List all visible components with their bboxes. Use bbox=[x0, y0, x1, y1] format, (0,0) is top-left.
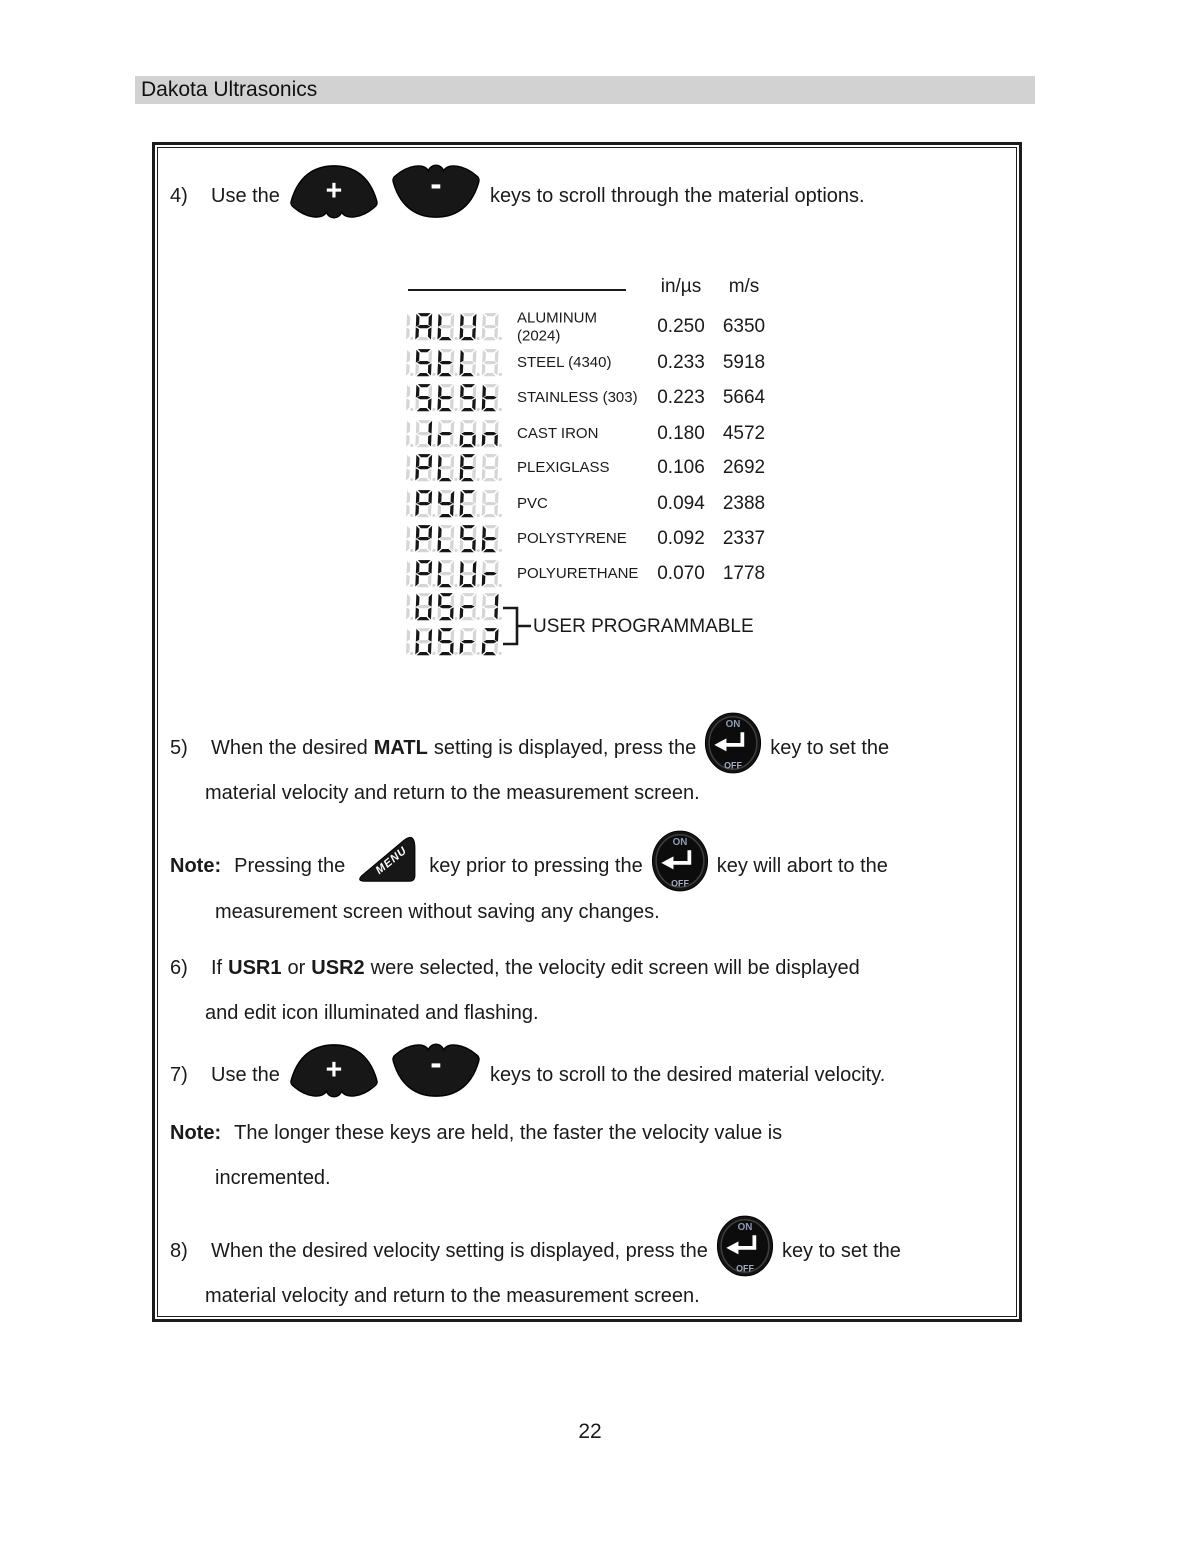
velocity-in-us: 0.223 bbox=[657, 387, 705, 408]
step-6-bold-usr1: USR1 bbox=[228, 956, 282, 979]
table-rule bbox=[408, 289, 626, 291]
material-row bbox=[405, 487, 790, 521]
step-7-number: 7) bbox=[170, 1063, 188, 1086]
material-row bbox=[405, 451, 790, 485]
velocity-in-us: 0.233 bbox=[657, 352, 705, 373]
velocity-m-s: 5664 bbox=[722, 387, 766, 408]
on-label: ON bbox=[672, 837, 688, 849]
minus-key-icon bbox=[390, 1042, 482, 1099]
step-8-text-post: key to set the bbox=[781, 1239, 901, 1262]
material-name: PLEXIGLASS bbox=[517, 459, 610, 477]
velocity-in-us: 0.070 bbox=[657, 563, 705, 584]
on-label: ON bbox=[725, 719, 741, 731]
note-1-text-seg3: key will abort to the bbox=[716, 854, 888, 877]
lcd-display bbox=[405, 349, 505, 382]
velocity-m-s: 2337 bbox=[722, 528, 766, 549]
page-number: 22 bbox=[578, 1420, 602, 1443]
material-name: STEEL (4340) bbox=[517, 354, 612, 372]
note-1-text-seg2: key prior to pressing the bbox=[429, 854, 643, 877]
note-2 bbox=[170, 1119, 788, 1147]
note-2-text-line1: The longer these keys are held, the faster the velocity value is bbox=[234, 1121, 783, 1144]
column-header-m-s: m/s bbox=[728, 276, 760, 297]
material-name: PVC bbox=[517, 495, 548, 513]
menu-key-icon bbox=[353, 835, 421, 887]
note-1-label: Note: bbox=[170, 854, 222, 877]
step-4-text-post: keys to scroll through the material options. bbox=[489, 184, 865, 207]
content-frame bbox=[152, 142, 1022, 1322]
step-6-text-seg3: were selected, the velocity edit screen will be displayed bbox=[370, 956, 860, 979]
material-name: CAST IRON bbox=[517, 425, 599, 443]
step-5-text-line2: material velocity and return to the measurement screen. bbox=[205, 781, 700, 804]
lcd-display bbox=[405, 525, 505, 558]
step-5-text-mid: setting is displayed, press the bbox=[433, 736, 697, 759]
lcd-display bbox=[405, 454, 505, 487]
on-off-key-icon bbox=[716, 1215, 774, 1277]
note-1 bbox=[170, 833, 894, 899]
velocity-m-s: 2388 bbox=[722, 493, 766, 514]
step-4 bbox=[170, 166, 871, 226]
page-header bbox=[135, 76, 1035, 104]
menu-key-label: MENU bbox=[373, 844, 410, 877]
plus-key-icon bbox=[288, 163, 380, 220]
step-8 bbox=[170, 1218, 907, 1284]
step-6-bold-usr2: USR2 bbox=[311, 956, 365, 979]
material-row bbox=[405, 590, 790, 624]
material-row bbox=[405, 557, 790, 591]
step-6-number: 6) bbox=[170, 956, 188, 979]
material-row bbox=[405, 310, 790, 344]
step-6-text-seg1: If bbox=[211, 956, 223, 979]
minus-key-label: - bbox=[430, 1043, 442, 1082]
plus-key-icon bbox=[288, 1042, 380, 1099]
note-1-text-line2: measurement screen without saving any changes. bbox=[215, 900, 660, 923]
lcd-display bbox=[405, 384, 505, 417]
column-header-in-us: in/µs bbox=[660, 276, 702, 297]
plus-key-label: + bbox=[325, 174, 343, 207]
material-row bbox=[405, 625, 790, 659]
material-name: POLYURETHANE bbox=[517, 565, 639, 583]
velocity-m-s: 2692 bbox=[722, 457, 766, 478]
plus-key-label: + bbox=[325, 1053, 343, 1086]
velocity-m-s: 4572 bbox=[722, 423, 766, 444]
velocity-m-s: 6350 bbox=[722, 316, 766, 337]
velocity-in-us: 0.094 bbox=[657, 493, 705, 514]
material-name: STAINLESS (303) bbox=[517, 389, 638, 407]
step-8-number: 8) bbox=[170, 1239, 188, 1262]
step-7-text-post: keys to scroll to the desired material velocity. bbox=[489, 1063, 886, 1086]
on-off-key-icon bbox=[704, 712, 762, 774]
step-5-bold-matl: MATL bbox=[373, 736, 428, 759]
on-label: ON bbox=[737, 1222, 753, 1234]
header-title: Dakota Ultrasonics bbox=[141, 78, 318, 101]
lcd-display bbox=[405, 313, 505, 346]
velocity-in-us: 0.106 bbox=[657, 457, 705, 478]
lcd-display bbox=[405, 628, 505, 661]
note-1-text-seg1: Pressing the bbox=[234, 854, 346, 877]
step-8-text-pre: When the desired velocity setting is displayed, press the bbox=[211, 1239, 708, 1262]
step-6-text-seg2: or bbox=[287, 956, 306, 979]
note-2-label: Note: bbox=[170, 1121, 222, 1144]
material-name: ALUMINUM (2024) bbox=[517, 309, 598, 344]
lcd-display bbox=[405, 420, 505, 453]
step-5-text-pre: When the desired bbox=[211, 736, 368, 759]
note-2-line2 bbox=[215, 1164, 337, 1192]
material-row bbox=[405, 381, 790, 415]
velocity-in-us: 0.250 bbox=[657, 316, 705, 337]
user-programmable-label: USER PROGRAMMABLE bbox=[533, 616, 754, 637]
off-label: OFF bbox=[670, 878, 689, 889]
step-4-text-pre: Use the bbox=[211, 184, 280, 207]
step-8-text-line2: material velocity and return to the measurement screen. bbox=[205, 1284, 700, 1307]
velocity-m-s: 5918 bbox=[722, 352, 766, 373]
note-2-text-line2: incremented. bbox=[215, 1166, 331, 1189]
lcd-display bbox=[405, 593, 505, 626]
material-row bbox=[405, 346, 790, 380]
minus-key-label: - bbox=[430, 164, 442, 203]
step-7 bbox=[170, 1045, 891, 1105]
step-5-number: 5) bbox=[170, 736, 188, 759]
off-label: OFF bbox=[724, 760, 743, 771]
step-4-number: 4) bbox=[170, 184, 188, 207]
material-row bbox=[405, 522, 790, 556]
velocity-m-s: 1778 bbox=[722, 563, 766, 584]
material-row bbox=[405, 417, 790, 451]
step-7-text-pre: Use the bbox=[211, 1063, 280, 1086]
step-6-line2 bbox=[205, 999, 545, 1027]
step-6-text-line2: and edit icon illuminated and flashing. bbox=[205, 1001, 539, 1024]
step-5-line2 bbox=[205, 779, 706, 807]
step-8-line2 bbox=[205, 1282, 706, 1310]
step-5-text-post: key to set the bbox=[770, 736, 890, 759]
velocity-in-us: 0.092 bbox=[657, 528, 705, 549]
step-5 bbox=[170, 715, 895, 781]
step-6 bbox=[170, 954, 866, 982]
lcd-display bbox=[405, 490, 505, 523]
minus-key-icon bbox=[390, 163, 482, 220]
lcd-display bbox=[405, 560, 505, 593]
note-1-line2 bbox=[215, 898, 666, 926]
off-label: OFF bbox=[736, 1263, 754, 1274]
material-table bbox=[405, 278, 790, 698]
on-off-key-icon bbox=[651, 830, 709, 892]
material-name: POLYSTYRENE bbox=[517, 530, 627, 548]
content-frame-inner bbox=[157, 147, 1017, 1317]
velocity-in-us: 0.180 bbox=[657, 423, 705, 444]
